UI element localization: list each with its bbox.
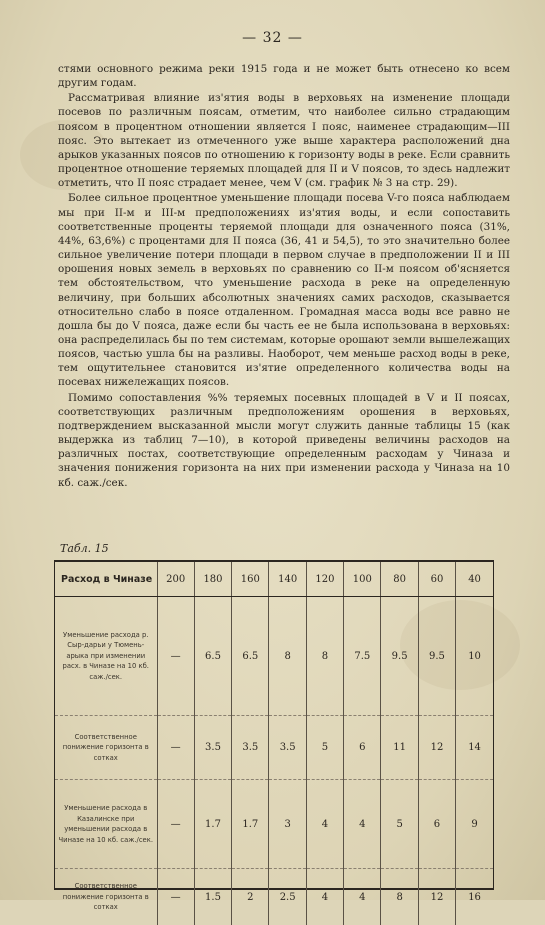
table-cell: 14 [456,716,493,780]
column-header: 180 [194,562,231,597]
column-header: 120 [306,562,343,597]
table-cell: 12 [418,716,455,780]
table-cell: 5 [306,716,343,780]
table-cell: 6.5 [232,597,269,716]
table-cell: 6 [344,716,381,780]
table-cell: — [157,869,194,925]
table-cell: 4 [306,780,343,869]
table-cell: 5 [381,780,418,869]
table-cell: 8 [306,597,343,716]
table-cell: 1.5 [194,869,231,925]
table-corner-header: Расход в Чиназе [55,562,157,597]
page-number: — 32 — [0,30,545,46]
table-cell: 9 [456,780,493,869]
table-cell: 4 [344,869,381,925]
row-label: Соответственное понижение горизонта в сотках [55,869,157,925]
row-label: Уменьшение расхода в Казалинске при уменьшении расхода в Чиназе на 10 кб. саж./сек. [55,780,157,869]
table-cell: 1.7 [194,780,231,869]
table-caption: Табл. 15 [60,542,109,555]
row-label: Уменьшение расхода р. Сыр-дарьи у Тюмень-арыка при изменении расх. в Чиназе на 10 кб. саж./сек. [55,597,157,716]
table-cell: 3.5 [194,716,231,780]
table-cell: 4 [344,780,381,869]
table-cell: 12 [418,869,455,925]
table-cell: — [157,780,194,869]
column-header: 200 [157,562,194,597]
table-cell: 2.5 [269,869,306,925]
table-cell: 4 [306,869,343,925]
paragraph-2: Рассматривая влияние из'ятия воды в верховьях на изменение площади посевов по различным поясам, отметим, что наиболее сильно страдающим поясом в процентном отношении является I пояс, наименее страдающим—III пояс. Это вытекает из отмеченного уже выше характера расположений дна арыков указанных поясов по отношению к горизонту воды в реке. Если сравнить процентное отношение теряемых площадей для II и V поясов, то здесь надлежит отметить, что II пояс страдает менее, чем V (см. график № 3 на стр. 29). [58,91,510,190]
table-cell: 10 [456,597,493,716]
paragraph-1: стями основного режима реки 1915 года и не может быть отнесено ко всем другим годам. [58,62,510,90]
table-cell: 16 [456,869,493,925]
table-row [55,597,493,716]
body-text [58,62,510,490]
column-header: 160 [232,562,269,597]
column-header: 100 [344,562,381,597]
table-cell: 8 [381,869,418,925]
column-header: 80 [381,562,418,597]
paragraph-4: Помимо сопоставления %% теряемых посевных площадей в V и II поясах, соответствующих различным предположениям орошения в верховьях, подтверждением высказанной мысли могут служить данные таблицы 15 (как выдержка из таблиц 7—10), в которой приведены величины расходов на различных постах, соответствующие определенным расходам у Чиназа и значения понижения горизонта на них при изменении расхода у Чиназа на 10 кб. саж./сек. [58,391,510,490]
table-cell: 1.7 [232,780,269,869]
table-cell: 7.5 [344,597,381,716]
data-table [54,560,494,890]
table-cell: 8 [269,597,306,716]
table-cell: 3 [269,780,306,869]
table-header-row [55,562,493,597]
table-cell: 6 [418,780,455,869]
table-cell: 11 [381,716,418,780]
column-header: 60 [418,562,455,597]
row-label: Соответственное понижение горизонта в сотках [55,716,157,780]
table-cell: 2 [232,869,269,925]
table-cell: 3.5 [269,716,306,780]
table-row [55,716,493,780]
table-row [55,869,493,925]
table-cell: — [157,716,194,780]
table-cell: 3.5 [232,716,269,780]
table-cell: — [157,597,194,716]
table-cell: 6.5 [194,597,231,716]
table-cell: 9.5 [418,597,455,716]
table-row [55,780,493,869]
paragraph-3: Более сильное процентное уменьшение площади посева V-го пояса наблюдаем мы при II-м и III-м предположениях из'ятия воды, и если сопоставить соответственные проценты теряемой площади для означенного пояса (31%, 44%, 63,6%) с процентами для II пояса (36, 41 и 54,5), то это значительно более сильное увеличение потери площади в первом случае в предположении II и III орошения новых земель в верховьях по сравнению со II-м поясом об'ясняется тем обстоятельством, что уменьшение расхода в реке на определенную величину, при больших абсолютных значениях самих расходов, сказывается относительно слабо в поясе отдаленном. Громадная масса воды все равно не дошла бы до V пояса, даже если бы часть ее не была использована в верховьях: она распределилась бы по тем системам, которые орошают земли вышележащих поясов, частью ушла бы на разливы. Наоборот, чем меньше расход воды в реке, тем ощутительнее становится из'ятие определенного количества воды на посевах нижележащих поясов. [58,191,510,389]
column-header: 40 [456,562,493,597]
table-cell: 9.5 [381,597,418,716]
column-header: 140 [269,562,306,597]
